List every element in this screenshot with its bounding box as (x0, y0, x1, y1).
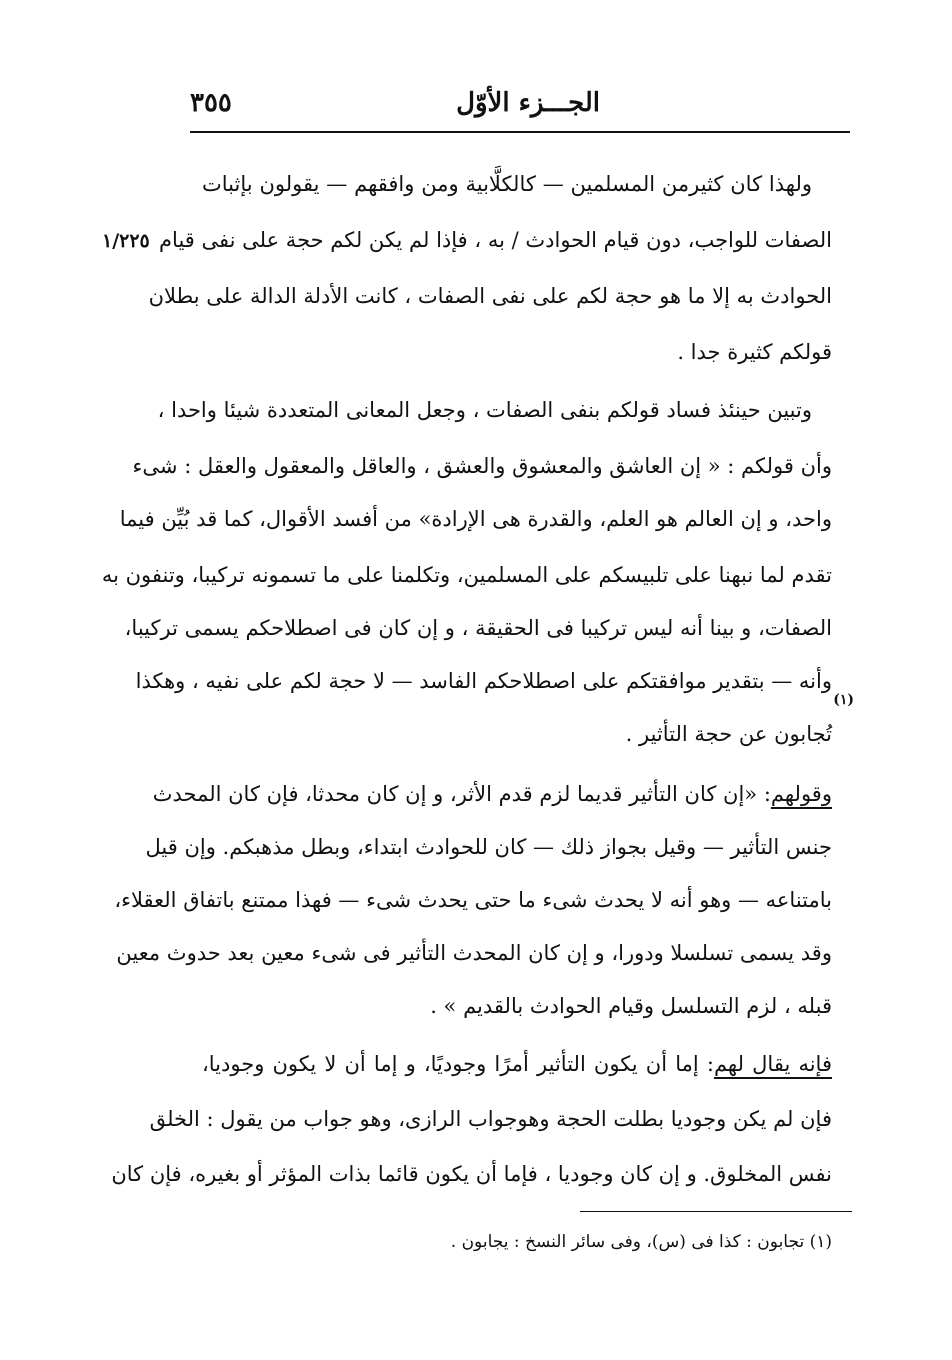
text-line: الصفات للواجب، دون قيام الحوادث / به ، فإذا لم يكن لكم حجة على نفى قيام (159, 228, 832, 252)
text-line: الصفات، و بينا أنه ليس تركيبا فى الحقيقة ، و إن كان فى اصطلاحكم يسمى تركيبا، (124, 616, 832, 640)
text-line: ولهذا كان كثيرمن المسلمين — كالكلَّابية ومن وافقهم — يقولون بإثبات (202, 172, 812, 196)
line-rest: : «إن كان التأثير قديما لزم قدم الأثر، و إن كان محدثا، فإن كان المحدث (152, 782, 771, 806)
footnote-marker: (١) (833, 692, 854, 708)
running-title: الجـــزء الأوّل (456, 88, 600, 118)
text-line: وأنه — بتقدير موافقتكم على اصطلاحكم الفاسد — لا حجة لكم على نفيه ، وهكذا (135, 669, 832, 693)
text-line: تُجابون عن حجة التأثير . (625, 722, 832, 746)
text-line: الحوادث به إلا ما هو حجة لكم على نفى الصفات ، كانت الأدلة الدالة على بطلان (148, 284, 832, 308)
header-rule (190, 131, 850, 133)
page-header (190, 82, 850, 130)
text-line: فإن لم يكن وجوديا بطلت الحجة وهوجواب الرازى، وهو جواب من يقول : الخلق (149, 1107, 832, 1131)
text-line-with-lead (202, 1048, 832, 1080)
lead-word: وقولهم (770, 782, 832, 806)
text-line: وتبين حينئذ فساد قولكم بنفى الصفات ، وجعل المعانى المتعددة شيئا واحدا ، (157, 398, 812, 422)
margin-reference: ١/٢٢٥ (102, 230, 150, 252)
line-rest: : إما أن يكون التأثير أمرًا وجوديًا، و إما أن لا يكون وجوديا، (202, 1052, 714, 1076)
text-line: وأن قولكم : « إن العاشق والمعشوق والعشق ، والعاقل والمعقول والعقل : شىء (132, 454, 832, 478)
text-line: قولكم كثيرة جدا . (677, 340, 832, 364)
page-number: ٣٥٥ (190, 88, 232, 118)
footnote: (١) تجابون : كذا فى (س)، وفى سائر النسخ : يجابون . (450, 1232, 832, 1252)
text-line: قبله ، لزم التسلسل وقيام الحوادث بالقديم » . (430, 994, 832, 1018)
text-line: وقد يسمى تسلسلا ودورا، و إن كان المحدث التأثير فى شىء معين بعد حدوث معين (116, 941, 832, 965)
text-line: نفس المخلوق. و إن كان وجوديا ، فإما أن يكون قائما بذات المؤثر أو بغيره، فإن كان (111, 1162, 832, 1186)
text-line: بامتناعه — وهو أنه لا يحدث شىء ما حتى يحدث شىء — فهذا ممتنع باتفاق العقلاء، (114, 888, 832, 912)
lead-word: فإنه يقال لهم (713, 1052, 832, 1076)
text-line: جنس التأثير — وقيل بجواز ذلك — كان للحوادث ابتداء، وبطل مذهبكم. وإن قيل (145, 835, 832, 859)
text-line: تقدم لما نبهنا على تلبيسكم على المسلمين، وتكلمنا على ما تسمونه تركيبا، وتنفون به (101, 563, 832, 587)
footnote-rule (580, 1211, 852, 1212)
text-line: واحد، و إن العالم هو العلم، والقدرة هى الإرادة» من أفسد الأقوال، كما قد بُيِّن فيما (119, 507, 832, 531)
text-line-with-lead (152, 778, 832, 810)
